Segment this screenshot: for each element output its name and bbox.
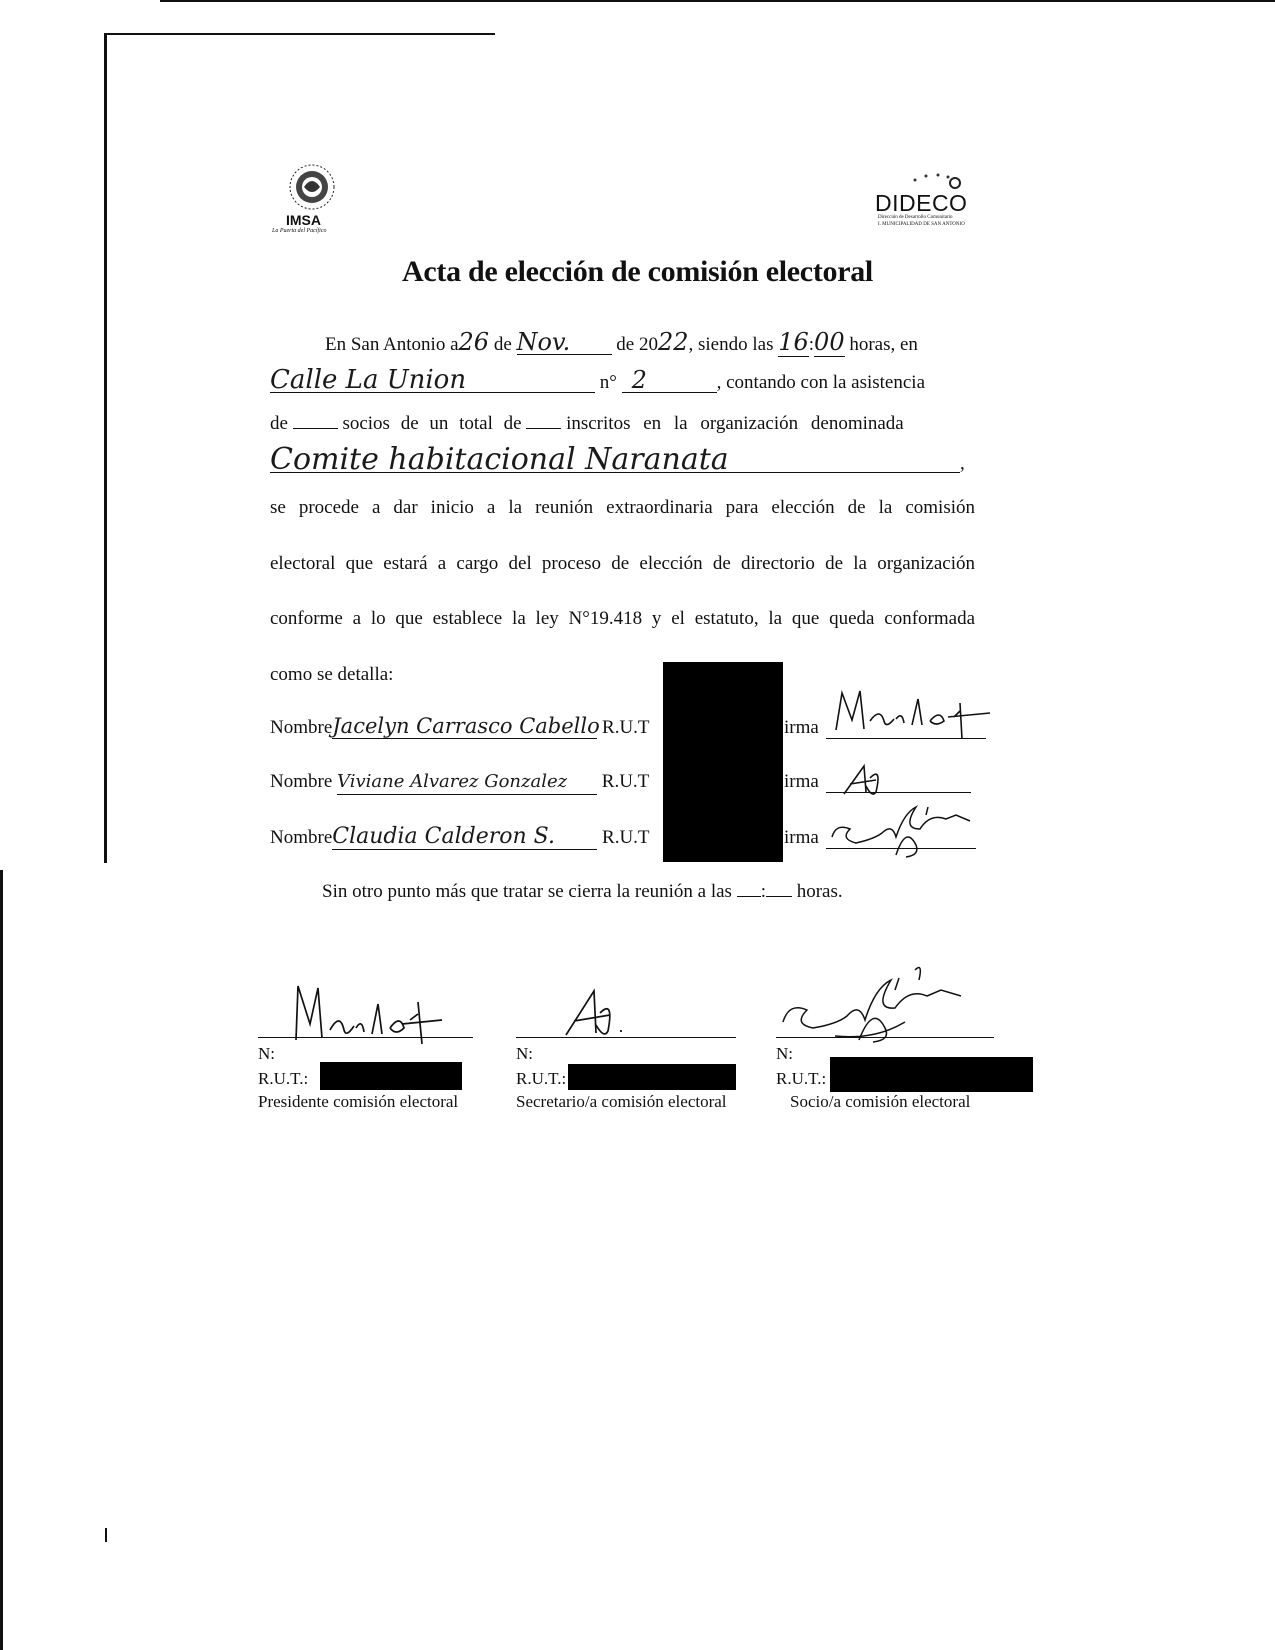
signature-mark (826, 795, 996, 865)
intro-text: de (270, 413, 288, 434)
closing-text: horas. (796, 881, 843, 902)
signature-mark (775, 960, 990, 1045)
member-row (270, 770, 649, 795)
year-value: 22 (657, 328, 689, 356)
intro-text: inscritos en la organización denominada (566, 413, 904, 434)
redacted-rut-block (663, 662, 783, 862)
intro-text: de (493, 334, 512, 355)
minutes-value: 00 (814, 328, 845, 356)
closing-line (322, 880, 843, 904)
intro-text: , contando con la asistencia (716, 372, 926, 393)
blank-socios (293, 428, 338, 429)
scan-mark (105, 590, 107, 635)
body-line-1: se procede a dar inicio a la reunión extraordinaria para elección de la comisión (270, 497, 975, 518)
firma-label: irma (784, 827, 819, 848)
scan-mark (105, 1528, 107, 1542)
scan-border-left (104, 33, 107, 863)
sig-n-label: N: (776, 1044, 793, 1063)
member-row (270, 825, 650, 850)
signature-line (258, 1037, 473, 1038)
scan-border-left-lower (0, 870, 3, 1650)
member-name: Jacelyn Carrasco Cabello (332, 714, 600, 738)
body-line-2: electoral que estará a cargo del proceso de elección de directorio de la organización (270, 553, 975, 574)
dideco-logo-icon (870, 170, 975, 192)
day-value: 26 (458, 328, 490, 356)
municipal-logo (272, 160, 352, 240)
nombre-label: Nombre (270, 827, 333, 848)
dideco-subtitle-2: I. MUNICIPALIDAD DE SAN ANTONIO (878, 222, 965, 227)
dideco-logo (870, 170, 975, 230)
signature-line (516, 1037, 736, 1038)
rut-label: R.U.T (601, 771, 650, 792)
signature-mark (830, 685, 995, 745)
sig-role: Socio/a comisión electoral (790, 1092, 971, 1111)
redacted-rut (830, 1057, 1033, 1092)
sig-n-label: N: (258, 1044, 275, 1063)
page-title: Acta de elección de comisión electoral (402, 255, 873, 288)
logo-tagline: La Puerta del Pacífico (272, 228, 327, 234)
signature-line (776, 1037, 994, 1038)
scan-border-top-left (105, 33, 495, 35)
firma-label: irma (784, 771, 819, 792)
firma-label: irma (784, 717, 819, 738)
member-name: Claudia Calderon S. (332, 825, 597, 850)
intro-text: , (960, 453, 965, 474)
intro-text: de 20 (616, 334, 658, 355)
intro-line-2 (270, 365, 926, 395)
signature-mark (560, 985, 630, 1045)
intro-text: n° (599, 372, 617, 393)
scan-mark (105, 655, 107, 700)
sig-n-label: N: (516, 1044, 533, 1063)
blank-total (526, 428, 561, 429)
intro-text: En San Antonio a (325, 334, 459, 355)
hour-value: 16 (778, 328, 809, 356)
intro-text: : (808, 334, 815, 355)
sig-role: Secretario/a comisión electoral (516, 1092, 727, 1111)
closing-text: Sin otro punto más que tratar se cierra la reunión a las (322, 881, 732, 902)
closing-colon: : (760, 881, 766, 902)
scan-border-top (160, 0, 1275, 2)
rut-label: R.U.T (602, 717, 650, 738)
intro-line-1 (325, 330, 918, 357)
street-value: Calle La Union (270, 368, 595, 393)
body-line-3: conforme a lo que establece la ley N°19.418 y el estatuto, la que queda conformada (270, 608, 975, 629)
redacted-rut (568, 1064, 736, 1090)
sig-rut-label: R.U.T.: (776, 1069, 827, 1088)
sig-rut-label: R.U.T.: (258, 1069, 309, 1088)
intro-line-4 (270, 442, 965, 477)
intro-line-3 (270, 412, 975, 436)
member-row (270, 714, 650, 740)
sig-rut-label: R.U.T.: (516, 1069, 567, 1088)
intro-text: horas, en (849, 334, 918, 355)
rut-label: R.U.T (602, 827, 650, 848)
blank-close-hour (737, 896, 761, 897)
month-value: Nov. (517, 330, 612, 355)
signature-mark (290, 980, 450, 1050)
logo-name: IMSA (286, 212, 321, 228)
org-name-value: Comite habitacional Naranata (270, 448, 960, 473)
number-value: 2 (622, 368, 717, 393)
scan-mark (105, 790, 107, 820)
member-name: Viviane Alvarez Gonzalez (337, 770, 597, 795)
intro-text: socios de un total de (342, 413, 522, 434)
nombre-label: Nombre (270, 717, 333, 738)
nombre-label: Nombre (270, 771, 333, 792)
intro-text: , siendo las (688, 334, 774, 355)
blank-close-minutes (766, 896, 792, 897)
dideco-subtitle: Dirección de Desarrollo Comunitario (878, 215, 953, 220)
body-line-4: como se detalla: (270, 664, 394, 685)
dideco-name: DIDECO (875, 190, 968, 216)
sig-role: Presidente comisión electoral (258, 1092, 459, 1111)
redacted-rut (320, 1062, 462, 1090)
